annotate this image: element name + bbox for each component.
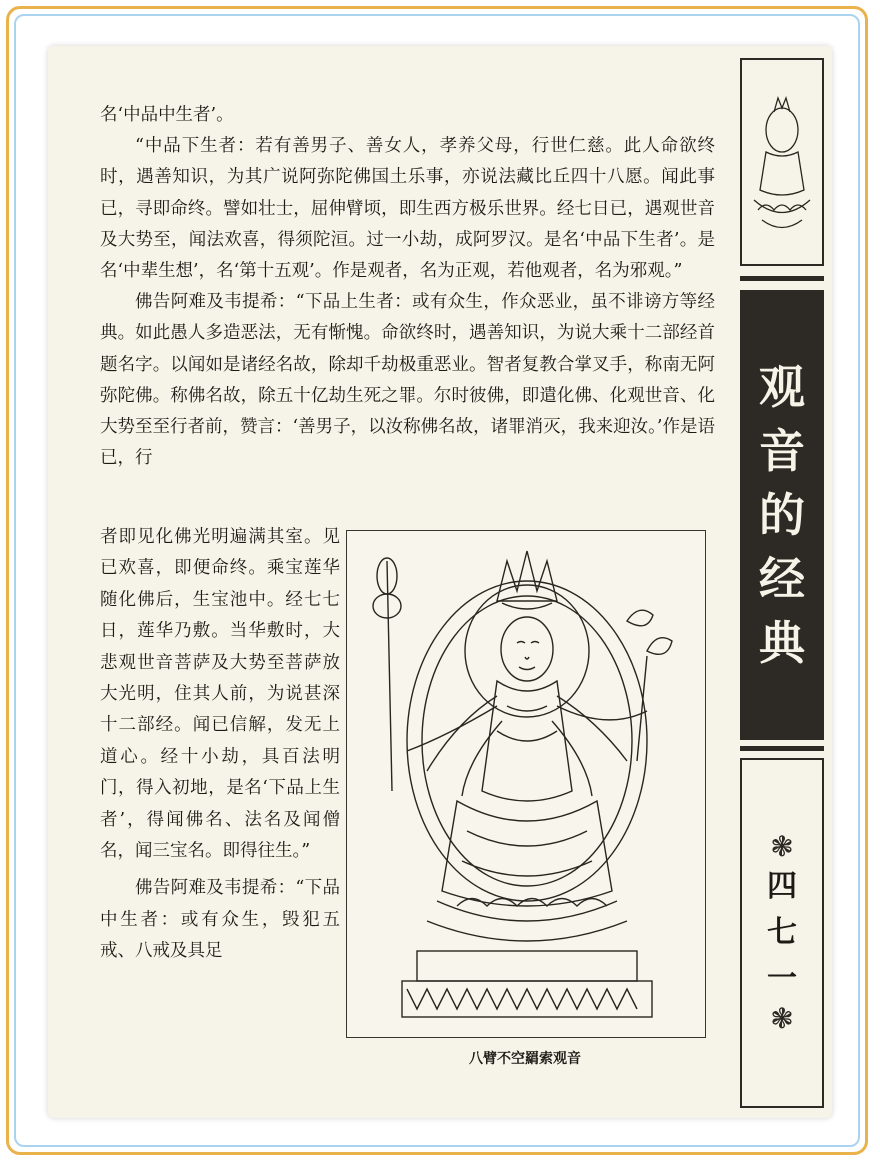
paragraph: “中品下生者：若有善男子、善女人，孝养父母，行世仁慈。此人命欲终时，遇善知识，为其广说阿弥陀佛国土乐事，亦说法藏比丘四十八愿。闻此事已，寻即命终。譬如壮士，屈伸臂顷，即生西方极乐世界。经七日已，遇观世音及大势至，闻法欢喜，得须陀洹。过一小劫，成阿罗汉。是名‘中品下生者’。是名‘中辈生想’，名‘第十五观’。作是观者，名为正观，若他观者，名为邪观。” xyxy=(100,136,715,282)
divider-bar xyxy=(740,746,824,751)
bodhisattva-woodcut-icon xyxy=(347,531,705,1037)
page-number-char: 四 xyxy=(767,869,797,904)
main-text xyxy=(100,100,715,474)
paragraph: 名‘中品中生者’。 xyxy=(100,105,234,125)
book-title-block xyxy=(740,290,824,740)
title-char: 音 xyxy=(759,424,805,478)
title-char: 典 xyxy=(759,616,805,670)
book-page xyxy=(48,46,832,1118)
divider-bar xyxy=(740,276,824,281)
flower-icon: ❃ xyxy=(770,830,794,863)
thumbnail-frame xyxy=(740,58,824,266)
guanyin-thumbnail-icon xyxy=(742,60,822,264)
title-char: 的 xyxy=(759,488,805,542)
paragraph: 佛告阿难及韦提希：“下品中生者：或有众生，毁犯五戒、八戒及具足 xyxy=(100,878,340,962)
page-number-char: 一 xyxy=(767,961,797,996)
bodhisattva-illustration xyxy=(346,530,706,1038)
title-char: 观 xyxy=(759,360,805,414)
page-number-box xyxy=(740,758,824,1108)
wrapped-text-column xyxy=(100,522,340,968)
flower-icon: ❃ xyxy=(770,1002,794,1035)
paragraph: 佛告阿难及韦提希：“下品上生者：或有众生，作众恶业，虽不诽谤方等经典。如此愚人多造恶法，无有惭愧。命欲终时，遇善知识，为说大乘十二部经首题名字。以闻如是诸经名故，除却千劫极重恶业。智者复教合掌叉手，称南无阿弥陀佛。称佛名故，除五十亿劫生死之罪。尔时彼佛，即遣化佛、化观世音、化大势至至行者前，赞言：‘善男子，以汝称佛名故，诸罪消灭，我来迎汝。’作是语已，行 xyxy=(100,292,715,469)
title-char: 经 xyxy=(759,552,805,606)
page-number-char: 七 xyxy=(767,915,797,950)
paragraph: 者即见化佛光明遍满其室。见已欢喜，即便命终。乘宝莲华随化佛后，生宝池中。经七七日，莲华乃敷。当华敷时，大悲观世音菩萨及大势至菩萨放大光明，住其人前，为说甚深十二部经。闻已信解，发无上道心。经十小劫，具百法明门，得入初地，是名‘下品上生者’，得闻佛名、法名及闻僧名，闻三宝名。即得往生。” xyxy=(100,527,340,862)
figure-caption: 八臂不空羂索观音 xyxy=(469,1051,581,1067)
